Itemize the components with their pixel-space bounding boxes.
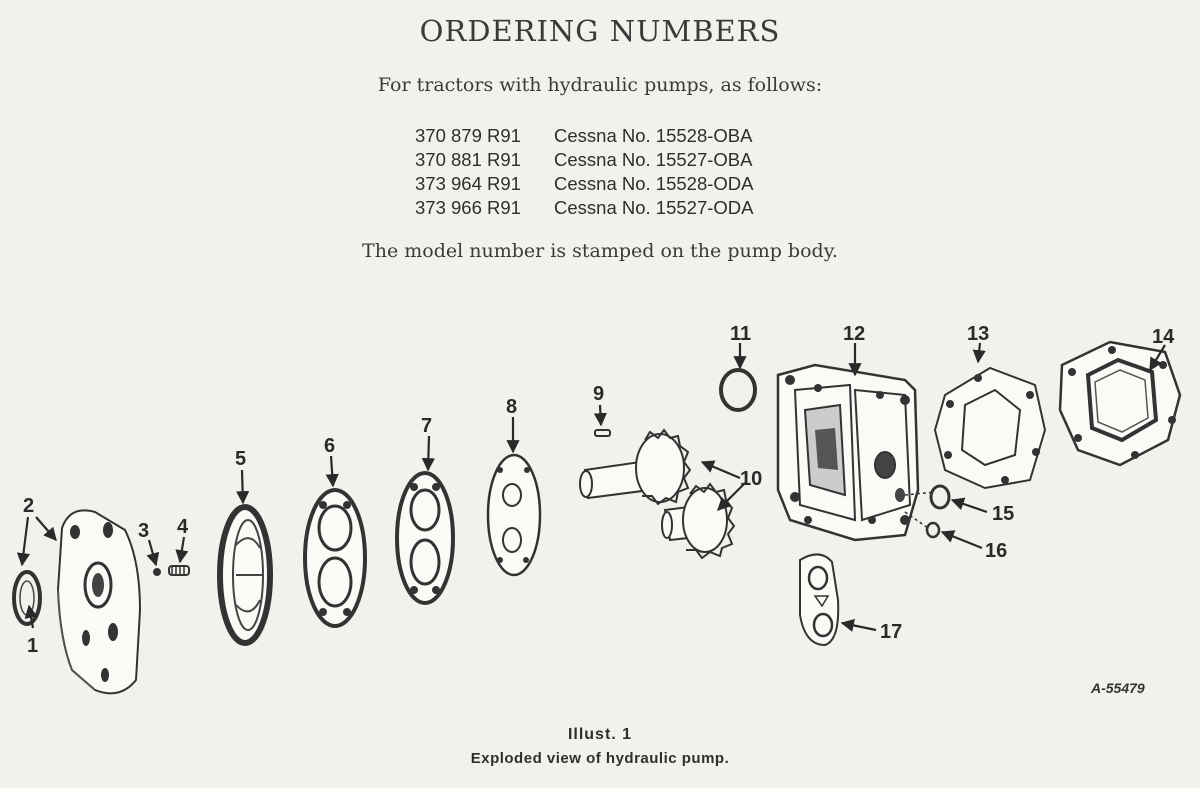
stamp-note: The model number is stamped on the pump body.: [362, 240, 838, 262]
reference-number: A-55479: [1091, 680, 1145, 696]
part-bushing-plate: [800, 554, 838, 645]
part-pump-body: [778, 365, 918, 540]
cessna-number: Cessna No. 15528-ODA: [554, 173, 754, 194]
ordering-numbers-list: [415, 124, 754, 220]
callout-12: 12: [843, 323, 866, 345]
callout-1: 1: [27, 635, 39, 657]
callout-3: 3: [138, 520, 150, 542]
part-seal-ring: [14, 572, 40, 624]
callout-8: 8: [506, 396, 518, 418]
callout-14: 14: [1152, 326, 1175, 348]
order-row: [415, 148, 754, 172]
intro-text: For tractors with hydraulic pumps, as follows:: [377, 74, 823, 96]
part-number: 373 966 R91: [415, 197, 521, 218]
callout-7: 7: [421, 415, 433, 437]
part-number: 370 879 R91: [415, 125, 521, 146]
part-gasket-plate: [305, 490, 365, 626]
illustration-label: Illust. 1: [567, 726, 633, 743]
callout-5: 5: [235, 448, 247, 470]
part-number: 370 881 R91: [415, 149, 521, 170]
cessna-number: Cessna No. 15528-OBA: [554, 125, 753, 146]
exploded-pump-diagram: [0, 300, 1200, 700]
callout-13: 13: [967, 323, 990, 345]
part-thrust-plate: [488, 455, 540, 575]
cessna-number: Cessna No. 15527-ODA: [554, 197, 754, 218]
part-wear-plate: [397, 473, 453, 603]
order-row: [415, 196, 754, 220]
part-gears: [580, 430, 734, 558]
part-tiny-o-ring: [927, 523, 939, 537]
part-end-cover: [1060, 342, 1180, 465]
part-number: 373 964 R91: [415, 173, 521, 194]
page-title: ORDERING NUMBERS: [419, 14, 781, 48]
callout-2: 2: [23, 495, 35, 517]
callout-16: 16: [985, 540, 1008, 562]
callout-17: 17: [880, 621, 903, 643]
callout-4: 4: [177, 516, 189, 538]
illustration-caption: Exploded view of hydraulic pump.: [470, 750, 730, 767]
order-row: [415, 172, 754, 196]
part-cover: [58, 510, 140, 693]
order-row: [415, 124, 754, 148]
callout-11: 11: [730, 323, 752, 345]
callout-15: 15: [992, 503, 1015, 525]
part-spring: [169, 566, 189, 575]
part-o-ring: [721, 370, 755, 410]
part-end-gasket: [935, 368, 1045, 488]
part-key: [595, 430, 610, 436]
callout-10: 10: [740, 468, 763, 490]
part-body-ring: [220, 507, 270, 643]
callout-6: 6: [324, 435, 336, 457]
cessna-number: Cessna No. 15527-OBA: [554, 149, 753, 170]
callout-9: 9: [593, 383, 605, 405]
part-small-o-ring: [931, 486, 949, 508]
part-ball: [153, 568, 161, 576]
